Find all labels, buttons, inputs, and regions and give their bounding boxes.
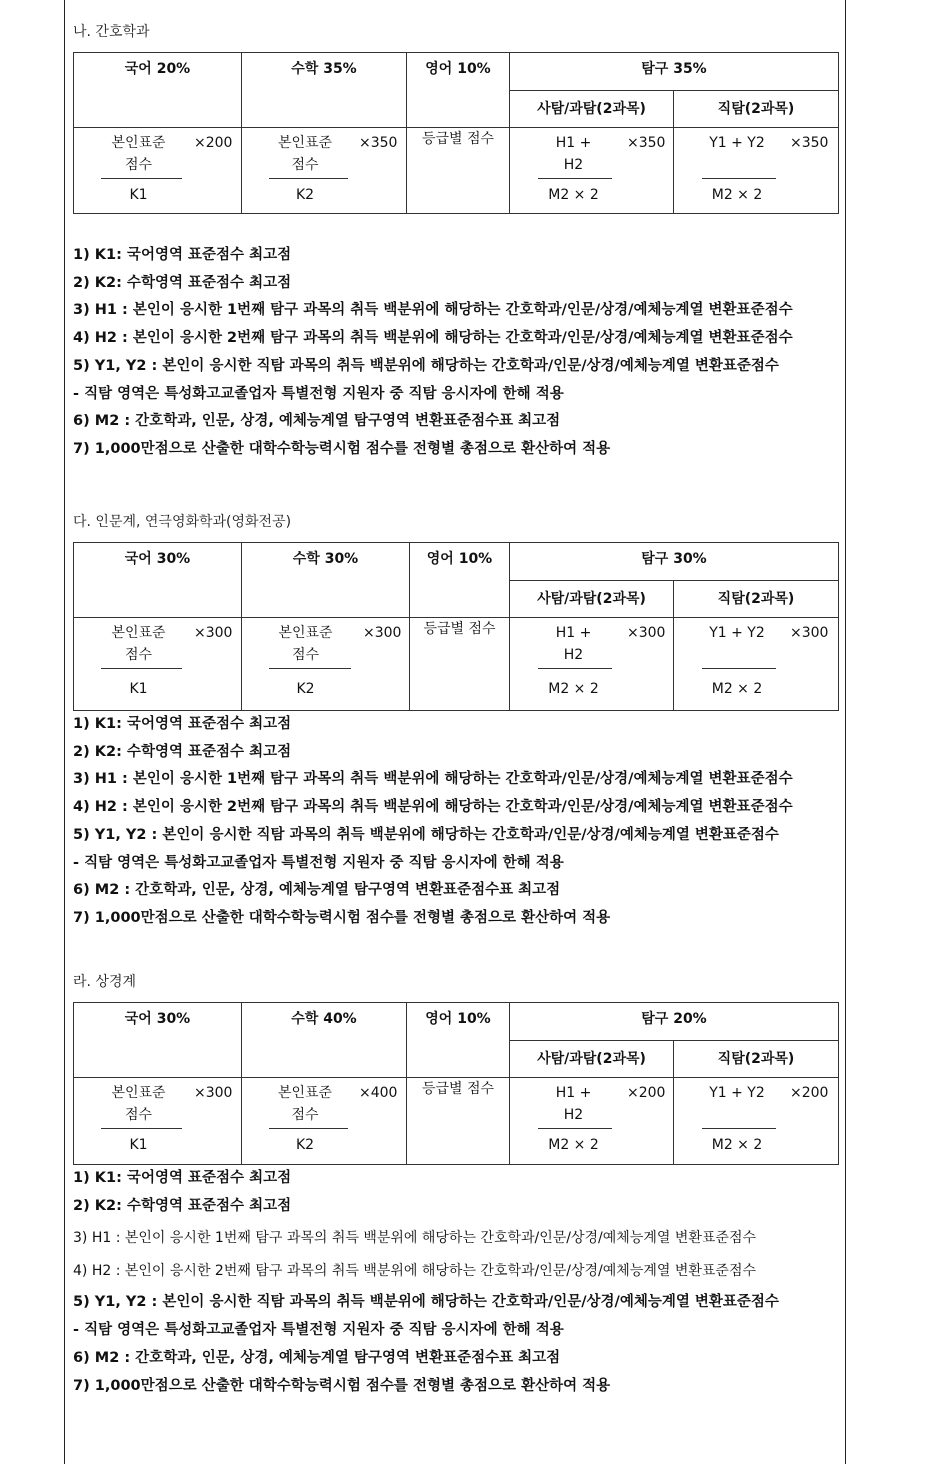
numerator: H1 + H2 (555, 135, 592, 173)
header-korean: 국어 30% (74, 543, 242, 618)
cell-social-science-formula (510, 128, 674, 214)
cell-vocational-formula (674, 618, 839, 711)
header-inquiry: 탐구 20% (510, 1003, 839, 1041)
note-item: 2) K2: 수학영역 표준점수 최고점 (73, 1197, 292, 1214)
denominator: K1 (129, 187, 148, 203)
note-item: 3) H1 : 본인이 응시한 1번째 탐구 과목의 취득 백분위에 해당하는 간호학과/인문/상경/예체능계열 변환표준점수 (73, 771, 793, 788)
denominator: M2 × 2 (711, 681, 763, 697)
multiplier: ×200 (627, 1085, 666, 1101)
cell-korean-formula (74, 618, 242, 711)
denominator: M2 × 2 (548, 187, 599, 203)
fraction-bar (702, 178, 776, 179)
subheader-vocational: 직탐(2과목) (674, 1041, 839, 1078)
note-item: 1) K1: 국어영역 표준점수 최고점 (73, 247, 292, 263)
cell-english-grade: 등급별 점수 (410, 618, 510, 711)
subheader-social-science: 사탐/과탐(2과목) (510, 581, 674, 618)
note-item: 1) K1: 국어영역 표준점수 최고점 (73, 1170, 292, 1186)
denominator: M2 × 2 (711, 1137, 763, 1153)
fraction-bar (269, 1128, 348, 1129)
header-korean: 국어 30% (74, 1003, 242, 1078)
header-math: 수학 30% (242, 543, 410, 618)
multiplier: ×300 (194, 625, 233, 641)
note-item: 7) 1,000만점으로 산출한 대학수학능력시험 점수를 전형별 총점으로 환산하여 적용 (73, 909, 611, 926)
fraction-bar (702, 1128, 776, 1129)
cell-english-grade: 등급별 점수 (407, 128, 510, 214)
numerator: Y1 + Y2 (709, 135, 765, 151)
header-english: 영어 10% (410, 543, 510, 618)
multiplier: ×300 (627, 625, 666, 641)
note-item: 5) Y1, Y2 : 본인이 응시한 직탐 과목의 취득 백분위에 해당하는 간호학과/인문/상경/예체능계열 변환표준점수 (73, 357, 779, 374)
page-border-left (64, 0, 65, 1464)
section-nursing (73, 22, 838, 464)
note-item: 7) 1,000만점으로 산출한 대학수학능력시험 점수를 전형별 총점으로 환산하여 적용 (73, 1377, 611, 1394)
score-table (73, 52, 839, 214)
note-item: 2) K2: 수학영역 표준점수 최고점 (73, 274, 292, 291)
header-math: 수학 40% (242, 1003, 407, 1078)
numerator: H1 + H2 (555, 1085, 592, 1123)
subheader-vocational: 직탐(2과목) (674, 91, 839, 128)
multiplier: ×400 (359, 1085, 398, 1101)
cell-math-formula (242, 1078, 407, 1165)
subheader-social-science: 사탐/과탐(2과목) (510, 91, 674, 128)
subheader-vocational: 직탐(2과목) (674, 581, 839, 618)
multiplier: ×350 (359, 135, 398, 151)
section-title: 다. 인문계, 연극영화학과(영화전공) (73, 514, 292, 530)
subheader-social-science: 사탐/과탐(2과목) (510, 1041, 674, 1078)
multiplier: ×300 (790, 625, 829, 641)
fraction-bar (269, 178, 348, 179)
note-item: - 직탐 영역은 특성화고교졸업자 특별전형 지원자 중 직탐 응시자에 한해 적용 (73, 1322, 564, 1339)
numerator: Y1 + Y2 (709, 625, 765, 641)
cell-math-formula (242, 128, 407, 214)
numerator: 본인표준 점수 (111, 625, 166, 663)
fraction-bar (538, 668, 612, 669)
note-item: 4) H2 : 본인이 응시한 2번째 탐구 과목의 취득 백분위에 해당하는 간호학과/인문/상경/예체능계열 변환표준점수 (73, 1262, 756, 1279)
section-humanities (73, 512, 838, 933)
numerator: 본인표준 점수 (111, 135, 166, 173)
numerator: Y1 + Y2 (709, 1085, 765, 1101)
fraction-bar (538, 1128, 612, 1129)
note-item: 4) H2 : 본인이 응시한 2번째 탐구 과목의 취득 백분위에 해당하는 간호학과/인문/상경/예체능계열 변환표준점수 (73, 799, 793, 816)
header-inquiry: 탐구 35% (510, 53, 839, 91)
note-item: - 직탐 영역은 특성화고교졸업자 특별전형 지원자 중 직탐 응시자에 한해 적용 (73, 385, 564, 402)
note-item: 3) H1 : 본인이 응시한 1번째 탐구 과목의 취득 백분위에 해당하는 간호학과/인문/상경/예체능계열 변환표준점수 (73, 302, 793, 319)
multiplier: ×200 (790, 1085, 829, 1101)
notes-list (73, 711, 838, 933)
page-border-right (845, 0, 846, 1464)
numerator: 본인표준 점수 (111, 1085, 166, 1123)
notes-list (73, 242, 838, 464)
numerator: 본인표준 점수 (278, 625, 333, 663)
note-item: 6) M2 : 간호학과, 인문, 상경, 예체능계열 탐구영역 변환표준점수표 최고점 (73, 882, 561, 899)
cell-vocational-formula (674, 1078, 839, 1165)
note-item: 1) K1: 국어영역 표준점수 최고점 (73, 716, 292, 732)
note-item: 2) K2: 수학영역 표준점수 최고점 (73, 743, 292, 760)
fraction-bar (101, 178, 182, 179)
multiplier: ×350 (627, 135, 666, 151)
note-item: 6) M2 : 간호학과, 인문, 상경, 예체능계열 탐구영역 변환표준점수표 최고점 (73, 413, 561, 430)
note-item: 6) M2 : 간호학과, 인문, 상경, 예체능계열 탐구영역 변환표준점수표 최고점 (73, 1349, 561, 1366)
fraction-bar (702, 668, 776, 669)
denominator: M2 × 2 (548, 1137, 599, 1153)
cell-social-science-formula (510, 618, 674, 711)
denominator: K2 (295, 187, 315, 203)
multiplier: ×350 (790, 135, 829, 151)
multiplier: ×300 (363, 625, 402, 641)
section-business (73, 972, 838, 1400)
denominator: K2 (296, 681, 315, 697)
header-math: 수학 35% (242, 53, 407, 128)
header-inquiry: 탐구 30% (510, 543, 839, 581)
multiplier: ×300 (194, 1085, 233, 1101)
header-korean: 국어 20% (74, 53, 242, 128)
multiplier: ×200 (194, 135, 233, 151)
score-table (73, 1002, 839, 1165)
note-item: 5) Y1, Y2 : 본인이 응시한 직탐 과목의 취득 백분위에 해당하는 간호학과/인문/상경/예체능계열 변환표준점수 (73, 826, 779, 843)
section-title: 나. 간호학과 (73, 24, 150, 40)
cell-social-science-formula (510, 1078, 674, 1165)
fraction-bar (269, 668, 351, 669)
fraction-bar (101, 1128, 182, 1129)
denominator: K1 (129, 681, 148, 697)
denominator: M2 × 2 (548, 681, 599, 697)
note-item: 4) H2 : 본인이 응시한 2번째 탐구 과목의 취득 백분위에 해당하는 간호학과/인문/상경/예체능계열 변환표준점수 (73, 330, 793, 347)
notes-list (73, 1165, 838, 1400)
numerator: 본인표준 점수 (277, 135, 333, 173)
score-table (73, 542, 839, 711)
fraction-bar (538, 178, 612, 179)
cell-korean-formula (74, 1078, 242, 1165)
cell-math-formula (242, 618, 410, 711)
cell-vocational-formula (674, 128, 839, 214)
cell-korean-formula (74, 128, 242, 214)
denominator: M2 × 2 (711, 187, 763, 203)
header-english: 영어 10% (407, 1003, 510, 1078)
section-title: 라. 상경계 (73, 974, 136, 990)
note-item: - 직탐 영역은 특성화고교졸업자 특별전형 지원자 중 직탐 응시자에 한해 적용 (73, 854, 564, 871)
note-item: 3) H1 : 본인이 응시한 1번째 탐구 과목의 취득 백분위에 해당하는 간호학과/인문/상경/예체능계열 변환표준점수 (73, 1230, 756, 1247)
numerator: 본인표준 점수 (277, 1085, 333, 1123)
note-item: 5) Y1, Y2 : 본인이 응시한 직탐 과목의 취득 백분위에 해당하는 간호학과/인문/상경/예체능계열 변환표준점수 (73, 1294, 779, 1311)
header-english: 영어 10% (407, 53, 510, 128)
cell-english-grade: 등급별 점수 (407, 1078, 510, 1165)
fraction-bar (101, 668, 182, 669)
denominator: K1 (129, 1137, 148, 1153)
denominator: K2 (295, 1137, 315, 1153)
note-item: 7) 1,000만점으로 산출한 대학수학능력시험 점수를 전형별 총점으로 환산하여 적용 (73, 440, 611, 457)
numerator: H1 + H2 (555, 625, 592, 663)
